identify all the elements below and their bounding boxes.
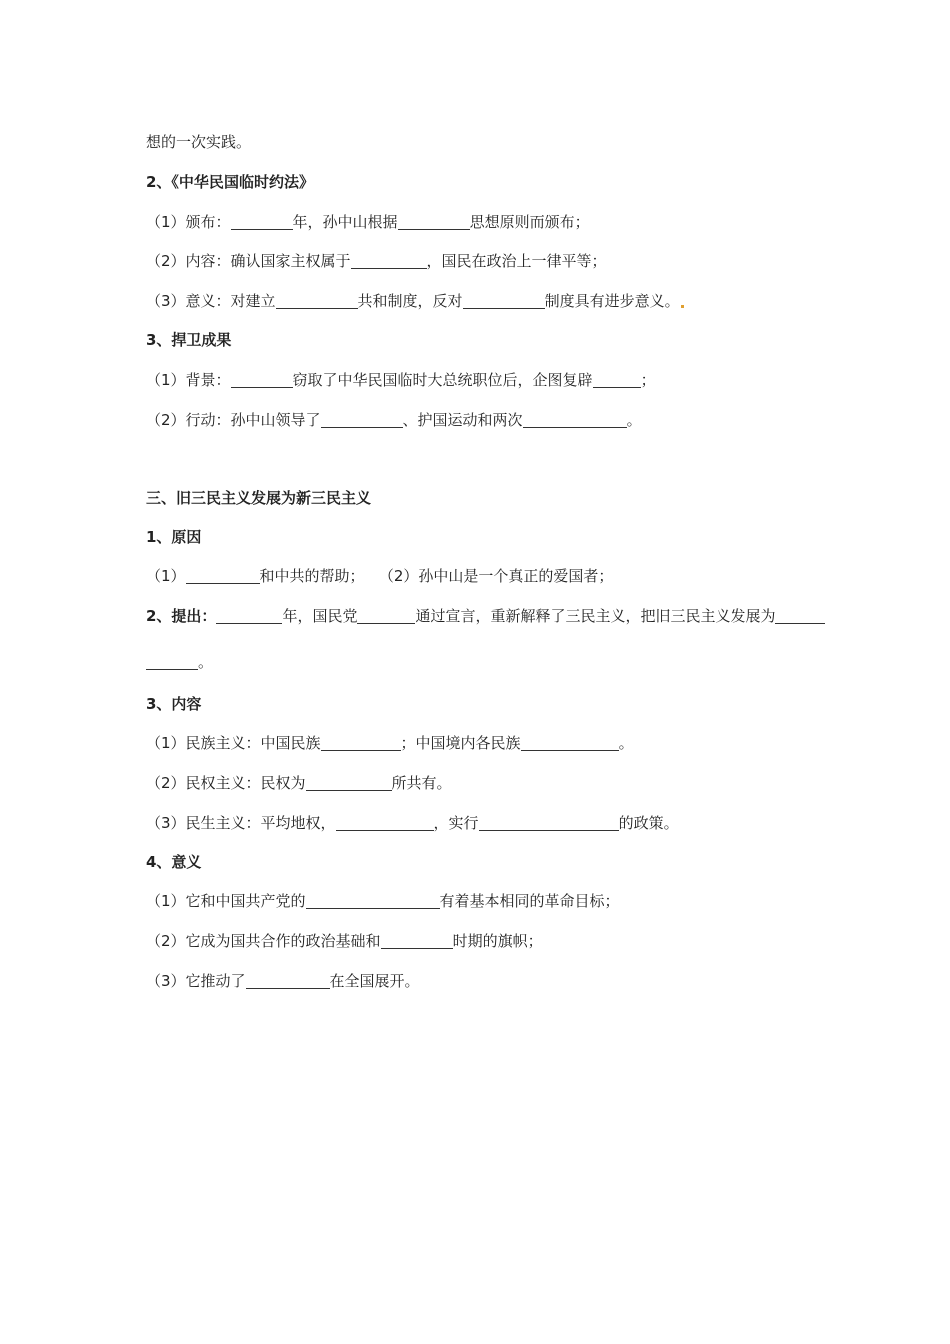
c1-text: ；中国境内各民族 [400,734,521,752]
m3-text: 在全国展开。 [329,972,420,990]
r2-text2: 通过宣言，重新解释了三民主义，把旧三民主义发展为 [415,607,776,625]
m2-and: 和 [365,932,381,950]
blank [398,214,470,230]
c1-end: 。 [618,734,634,752]
part3-proposal-row [146,606,825,626]
s2-item-3 [146,291,685,311]
content-row-2 [146,773,452,793]
s3-i1-label: （1）背景： [146,371,231,389]
s2-i2-label: （2）内容：确认国家主权属于 [146,252,351,270]
meaning-row-3 [146,971,420,991]
s3-item-1 [146,370,656,390]
s2-item-1 [146,212,590,232]
s2-i1-label: （1）颁布： [146,213,231,231]
content-row-1 [146,733,634,753]
s3-i1-text2: ； [640,371,656,389]
blank [306,775,392,791]
m2-text: 时期的旗帜； [452,932,543,950]
s3-item-2 [146,410,642,430]
c3-label: （3）民生主义：平均地权， [146,814,336,832]
blank [463,293,545,309]
part3-reason-row [146,566,613,586]
r2-end: 。 [198,653,214,671]
c1-label: （1）民族主义：中国民族 [146,734,321,752]
s3-i2-text2: 。 [626,411,642,429]
intro-tail: 想的一次实践。 [146,133,252,151]
c2-label: （2）民权主义：民权为 [146,774,306,792]
blank [593,372,641,388]
blank [381,933,453,949]
meaning-row-1 [146,891,620,911]
blank [321,412,403,428]
s2-i2-text: ，国民在政治上一律平等； [426,252,607,270]
blank [306,893,440,909]
s3-i1-text: 窃取了中华民国临时大总统职位后，企图复辟 [292,371,593,389]
blank [775,608,825,624]
c3-end: 的政策。 [618,814,679,832]
s2-i1-text: 年，孙中山根据 [292,213,398,231]
c2-text: 所共有。 [391,774,452,792]
s2-item-2 [146,251,607,271]
s3-i2-label: （2）行动：孙中山领导了 [146,411,321,429]
blank [479,815,619,831]
part-3-title: 三、旧三民主义发展为新三民主义 [146,489,372,507]
part3-h4: 4、意义 [146,853,202,871]
m1-text: 有着基本相同的革命目标； [439,892,620,910]
blank [321,735,401,751]
meaning-row-2 [146,931,543,951]
r1-text: 和中共的帮助； [259,567,365,585]
blank [276,293,358,309]
mark-dot [681,305,684,308]
r1-label: （1） [146,567,186,585]
blank [216,608,282,624]
blank [336,815,434,831]
s2-i3-label: （3）意义：对建立 [146,292,276,310]
m2-label: （2）它成为国共合作的政治基础 [146,932,366,950]
blank [231,372,293,388]
blank [186,568,260,584]
blank [146,654,198,670]
r2-text: 年，国民党 [282,607,358,625]
section-2-title: 2、《中华民国临时约法》 [146,173,314,191]
part3-proposal-cont [146,652,213,672]
c3-text: ，实行 [433,814,479,832]
m1-label: （1）它和中国共产党的 [146,892,306,910]
blank [523,412,627,428]
s2-i3-text: 共和制度，反对 [357,292,463,310]
m3-label: （3）它推动了 [146,972,246,990]
s2-i3-text2: 制度具有进步意义。 [544,292,680,310]
blank [357,608,415,624]
r1-text2: （2）孙中山是一个真正的爱国者； [378,567,614,585]
blank [246,973,330,989]
part3-h1: 1、原因 [146,528,202,546]
content-row-3 [146,813,679,833]
blank [351,253,427,269]
part3-h2: 2、提出： [146,607,217,625]
blank [231,214,293,230]
s2-i1-text2: 思想原则而颁布； [469,213,590,231]
section-3-title: 3、捍卫成果 [146,331,232,349]
part3-h3: 3、内容 [146,695,202,713]
s3-i2-text: 、护国运动和两次 [402,411,523,429]
blank [521,735,619,751]
